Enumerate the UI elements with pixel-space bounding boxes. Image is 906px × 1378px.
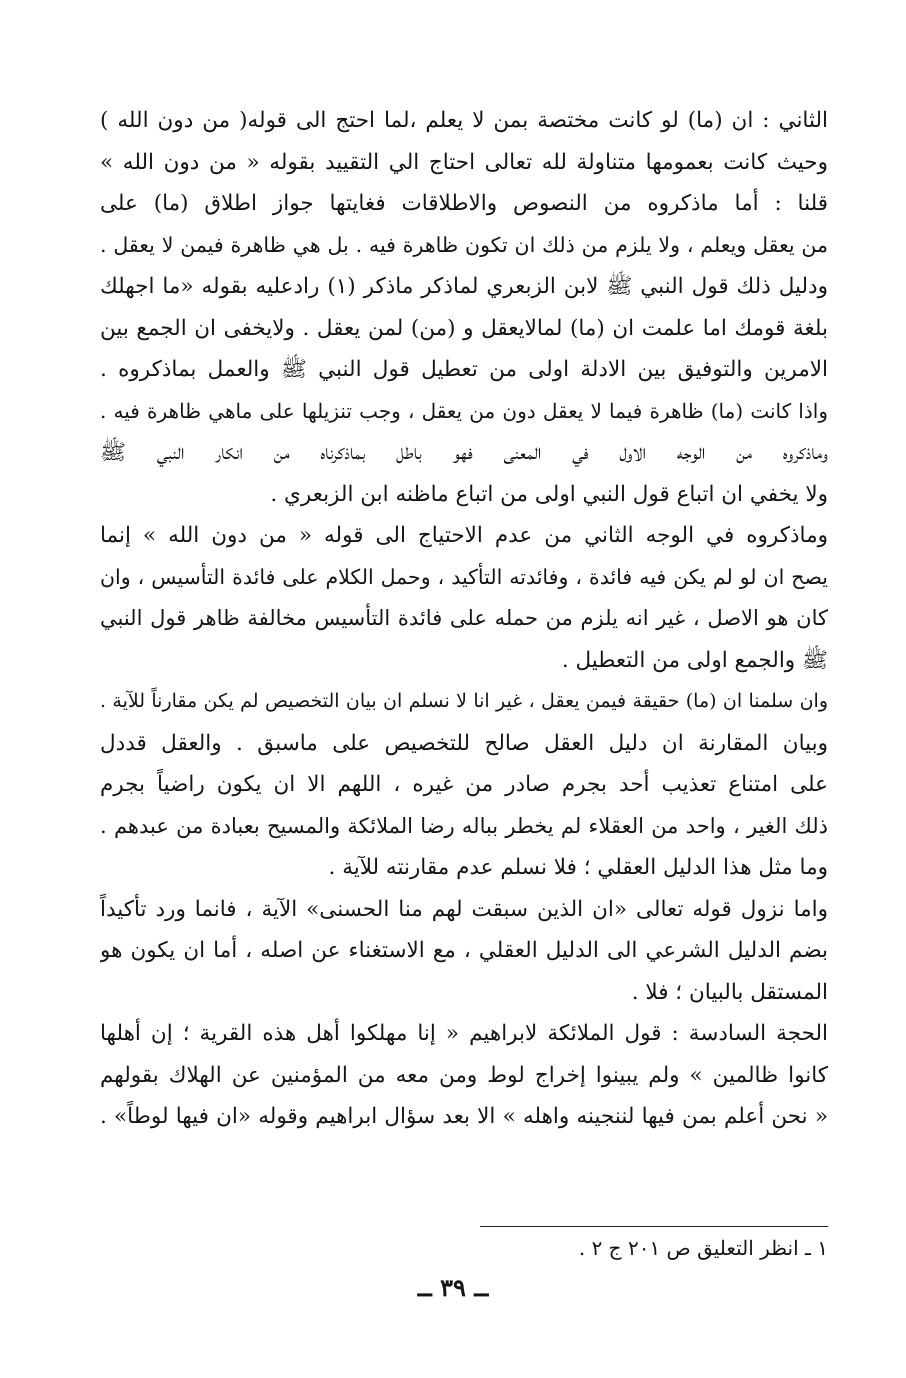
text-line: على امتناع تعذيب أحد بجرم صادر من غيره ، اللهم الا ان يكون راضياً بجرم <box>100 772 828 797</box>
text-line: وماذكروه في الوجه الثاني من عدم الاحتياج الى قوله « من دون الله » إنما <box>100 523 828 548</box>
text-line: المستقل بالبيان ؛ فلا . <box>631 979 828 1005</box>
text-line: وماذكروه من الوجه الاول في المعنى فهو باطل بماذكرناه من انكار النبي ﷺ <box>100 440 828 465</box>
text-line: واذا كانت (ما) ظاهرة فيما لا يعقل دون من يعقل ، وجب تنزيلها على ماهي ظاهرة فيه . <box>100 398 828 423</box>
text-line: واما نزول قوله تعالى «ان الذين سبقت لهم منا الحسنى» الآية ، فانما ورد تأكيداً <box>100 896 828 922</box>
text-line: ولا يخفي ان اتباع قول النبي اولى من اتباع ماظنه ابن الزبعري . <box>270 481 828 507</box>
text-line: وبيان المقارنة ان دليل العقل صالح للتخصيص على ماسبق . والعقل قددل <box>100 730 828 756</box>
text-line: كانوا ظالمين » ولم يبينوا إخراج لوط ومن معه من المؤمنين عن الهلاك بقولهم <box>100 1062 828 1088</box>
footnote: ١ ـ انظر التعليق ص ٢٠١ ج ٢ . <box>578 1236 828 1260</box>
text-line: كان هو الاصل ، غير انه يلزم من حمله على فائدة التأسيس مخالفة ظاهر قول النبي <box>100 606 828 630</box>
text-line: الحجة السادسة : قول الملائكة لابراهيم « إنا مهلكوا أهل هذه القرية ؛ إن أهلها <box>100 1021 828 1046</box>
text-line: بلغة قومك اما علمت ان (ما) لمالايعقل و (من) لمن يعقل . ولايخفى ان الجمع بين <box>100 315 828 341</box>
footnote-separator <box>480 1226 828 1227</box>
text-line: وحيث كانت بعمومها متناولة لله تعالى احتاج الي التقييد بقوله « من دون الله » <box>100 149 828 175</box>
text-line: وما مثل هذا الدليل العقلي ؛ فلا نسلم عدم مقارنته للآية . <box>328 855 828 880</box>
text-line: « نحن أعلم بمن فيها لننجينه واهله » الا بعد سؤال ابراهيم وقوله «ان فيها لوطاً» . <box>100 1104 828 1129</box>
text-line: قلنا : أما ماذكروه من النصوص والاطلاقات فغايتها جواز اطلاق (ما) على <box>100 191 828 216</box>
text-line: يصح ان لو لم يكن فيه فائدة ، وفائدته التأكيد ، وحمل الكلام على فائدة التأسيس ، وان <box>100 564 828 589</box>
text-line: من يعقل ويعلم ، ولا يلزم من ذلك ان تكون ظاهرة فيه . بل هي ظاهرة فيمن لا يعقل . <box>100 232 828 257</box>
main-text <box>100 100 828 1138</box>
text-line: وان سلمنا ان (ما) حقيقة فيمن يعقل ، غير انا لا نسلم ان بيان التخصيص لم يكن مقارناً للآية . <box>100 690 828 712</box>
text-line: الثاني : ان (ما) لو كانت مختصة بمن لا يعلم ،لما احتج الى قوله( من دون الله ) <box>100 108 828 133</box>
text-line: ﷺ والجمع اولى من التعطيل . <box>561 647 828 673</box>
text-line: ودليل ذلك قول النبي ﷺ لابن الزبعري لماذكر ماذكر (١) رادعليه بقوله «ما اجهلك <box>100 274 828 299</box>
text-line: بضم الدليل الشرعي الى الدليل العقلي ، مع الاستغناء عن اصله ، أما ان يكون هو <box>100 938 828 963</box>
page-number: ــ ٣٩ ــ <box>417 1273 489 1302</box>
text-line: ذلك الغير ، واحد من العقلاء لم يخطر بباله رضا الملائكة والمسيح بعبادة من عبدهم . <box>100 813 828 838</box>
text-line: الامرين والتوفيق بين الادلة اولى من تعطيل قول النبي ﷺ والعمل بماذكروه . <box>100 357 828 382</box>
